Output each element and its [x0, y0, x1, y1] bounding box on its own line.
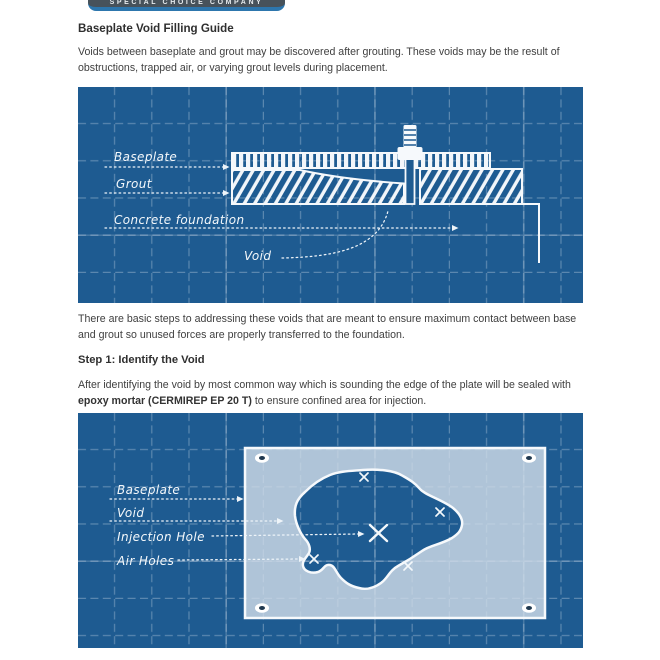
diagram-baseplate-section [78, 87, 583, 303]
label-void: Void [244, 249, 272, 263]
label-foundation: Concrete foundation [114, 213, 245, 227]
step1-text-before: After identifying the void by most common way which is sounding the edge of the plate will be sealed with [78, 379, 571, 391]
company-logo-badge [88, 0, 285, 11]
label-air-holes: Air Holes [117, 554, 175, 568]
steps-intro-paragraph: There are basic steps to addressing these voids that are meant to ensure maximum contact between base and grout so unused forces are properly transferred to the foundation. [78, 313, 577, 341]
diagram-baseplate-topview [78, 413, 583, 648]
diagram1-svg [78, 87, 583, 303]
label-injection-hole: Injection Hole [117, 530, 205, 544]
baseplate-bar [232, 153, 490, 168]
bolt-hole-center [526, 456, 532, 460]
bolt-nut [398, 147, 423, 160]
diagram2-svg [78, 413, 583, 648]
label-baseplate: Baseplate [117, 483, 181, 497]
company-logo-text: SPECIAL CHOICE COMPANY [109, 0, 264, 6]
grout-block-right [420, 169, 522, 204]
bolt-hole-center [259, 456, 265, 460]
bolt-hole-center [259, 606, 265, 610]
intro-paragraph: Voids between baseplate and grout may be discovered after grouting. These voids may be the result of obstructions, trapped air, or varying grout levels during placement. [78, 46, 560, 74]
label-void: Void [117, 506, 145, 520]
label-grout: Grout [116, 177, 152, 191]
label-baseplate: Baseplate [114, 150, 178, 164]
anchor-rod [406, 157, 415, 204]
step1-product-name: epoxy mortar (CERMIREP EP 20 T) [78, 394, 252, 407]
bolt-hole-center [526, 606, 532, 610]
step1-heading: Step 1: Identify the Void [78, 354, 205, 366]
page-title: Baseplate Void Filling Guide [78, 22, 234, 35]
step1-text-after: to ensure confined area for injection. [251, 394, 427, 407]
step1-paragraph [78, 378, 589, 410]
